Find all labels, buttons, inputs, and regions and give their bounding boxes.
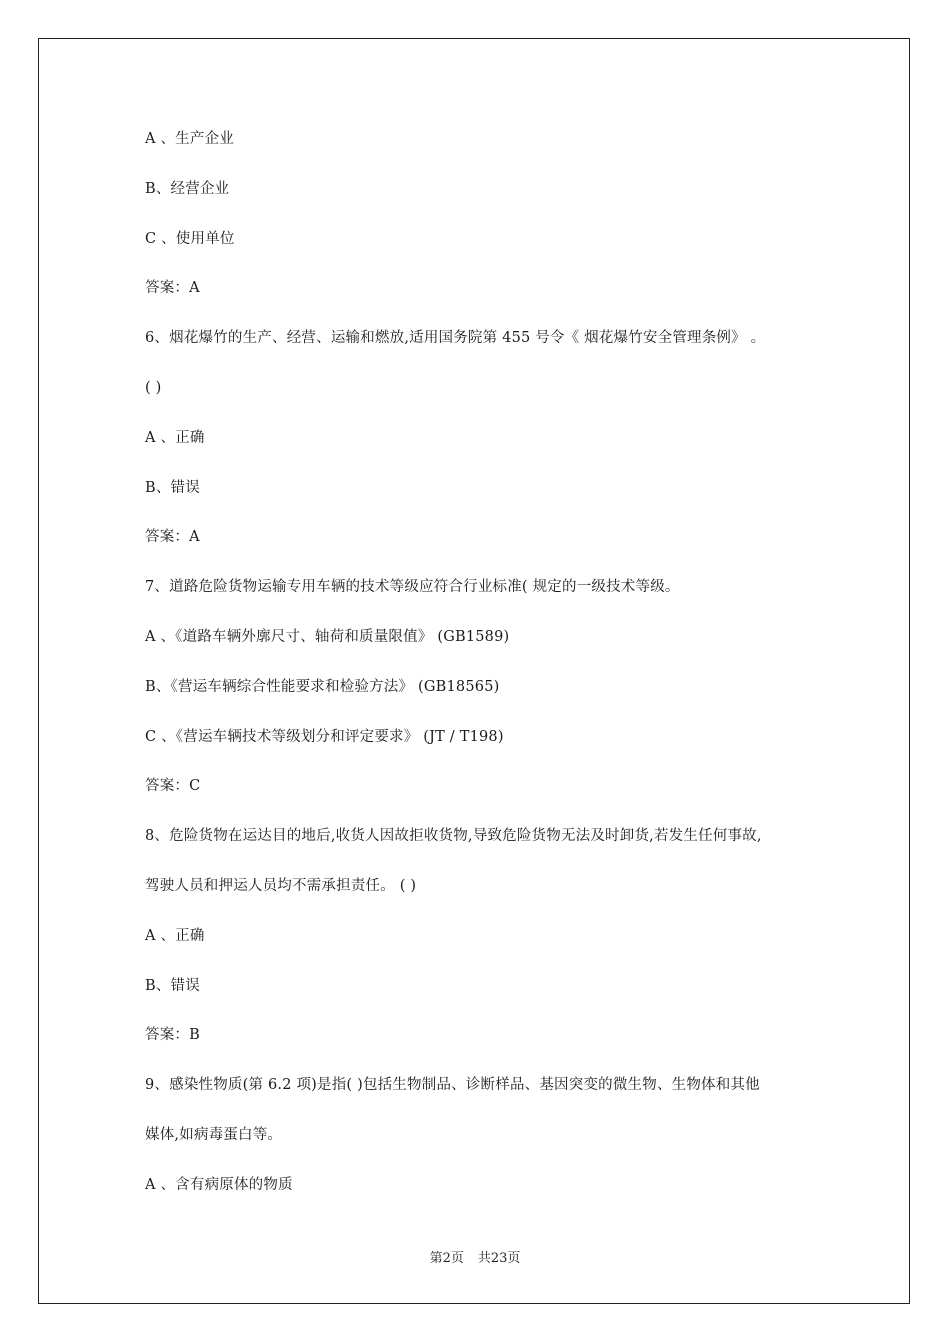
option-line: A 、正确 — [145, 429, 205, 446]
option-line: B、经营企业 — [145, 180, 230, 197]
option-line: A 、《道路车辆外廓尺寸、轴荷和质量限值》 (GB1589) — [145, 628, 510, 645]
option-line: B、《营运车辆综合性能要求和检验方法》 (GB18565) — [145, 678, 500, 695]
question-line: ( ) — [145, 379, 162, 396]
page-number: 第2页 — [429, 1251, 464, 1266]
answer-line: 答案：A — [145, 529, 200, 546]
question-line: 7、道路危险货物运输专用车辆的技术等级应符合行业标准( 规定的一级技术等级。 — [145, 579, 680, 596]
option-line: C 、《营运车辆技术等级划分和评定要求》 (JT / T198) — [145, 728, 504, 745]
answer-line: 答案：B — [145, 1027, 200, 1044]
option-line: B、错误 — [145, 479, 200, 496]
answer-line: 答案：A — [145, 280, 200, 297]
page-footer — [0, 1247, 950, 1266]
question-line: 6、烟花爆竹的生产、经营、运输和燃放,适用国务院第 455 号令《 烟花爆竹安全管理条例》 。 — [145, 330, 766, 347]
answer-line: 答案：C — [145, 778, 201, 795]
option-line: B、错误 — [145, 977, 200, 994]
question-line: 9、感染性物质(第 6.2 项)是指( )包括生物制品、诊断样品、基因突变的微生物、生物体和其他 — [145, 1077, 760, 1094]
question-line: 媒体,如病毒蛋白等。 — [145, 1126, 283, 1143]
option-line: A 、生产企业 — [145, 131, 234, 147]
option-line: C 、使用单位 — [145, 230, 235, 247]
option-line: A 、正确 — [145, 927, 205, 944]
question-line: 8、危险货物在运达目的地后,收货人因故拒收货物,导致危险货物无法及时卸货,若发生任何事故, — [145, 828, 762, 845]
document-body — [145, 126, 835, 1222]
question-line: 驾驶人员和押运人员均不需承担责任。 ( ) — [145, 877, 417, 894]
option-line: A 、含有病原体的物质 — [145, 1176, 293, 1193]
page-total: 共23页 — [477, 1251, 521, 1266]
